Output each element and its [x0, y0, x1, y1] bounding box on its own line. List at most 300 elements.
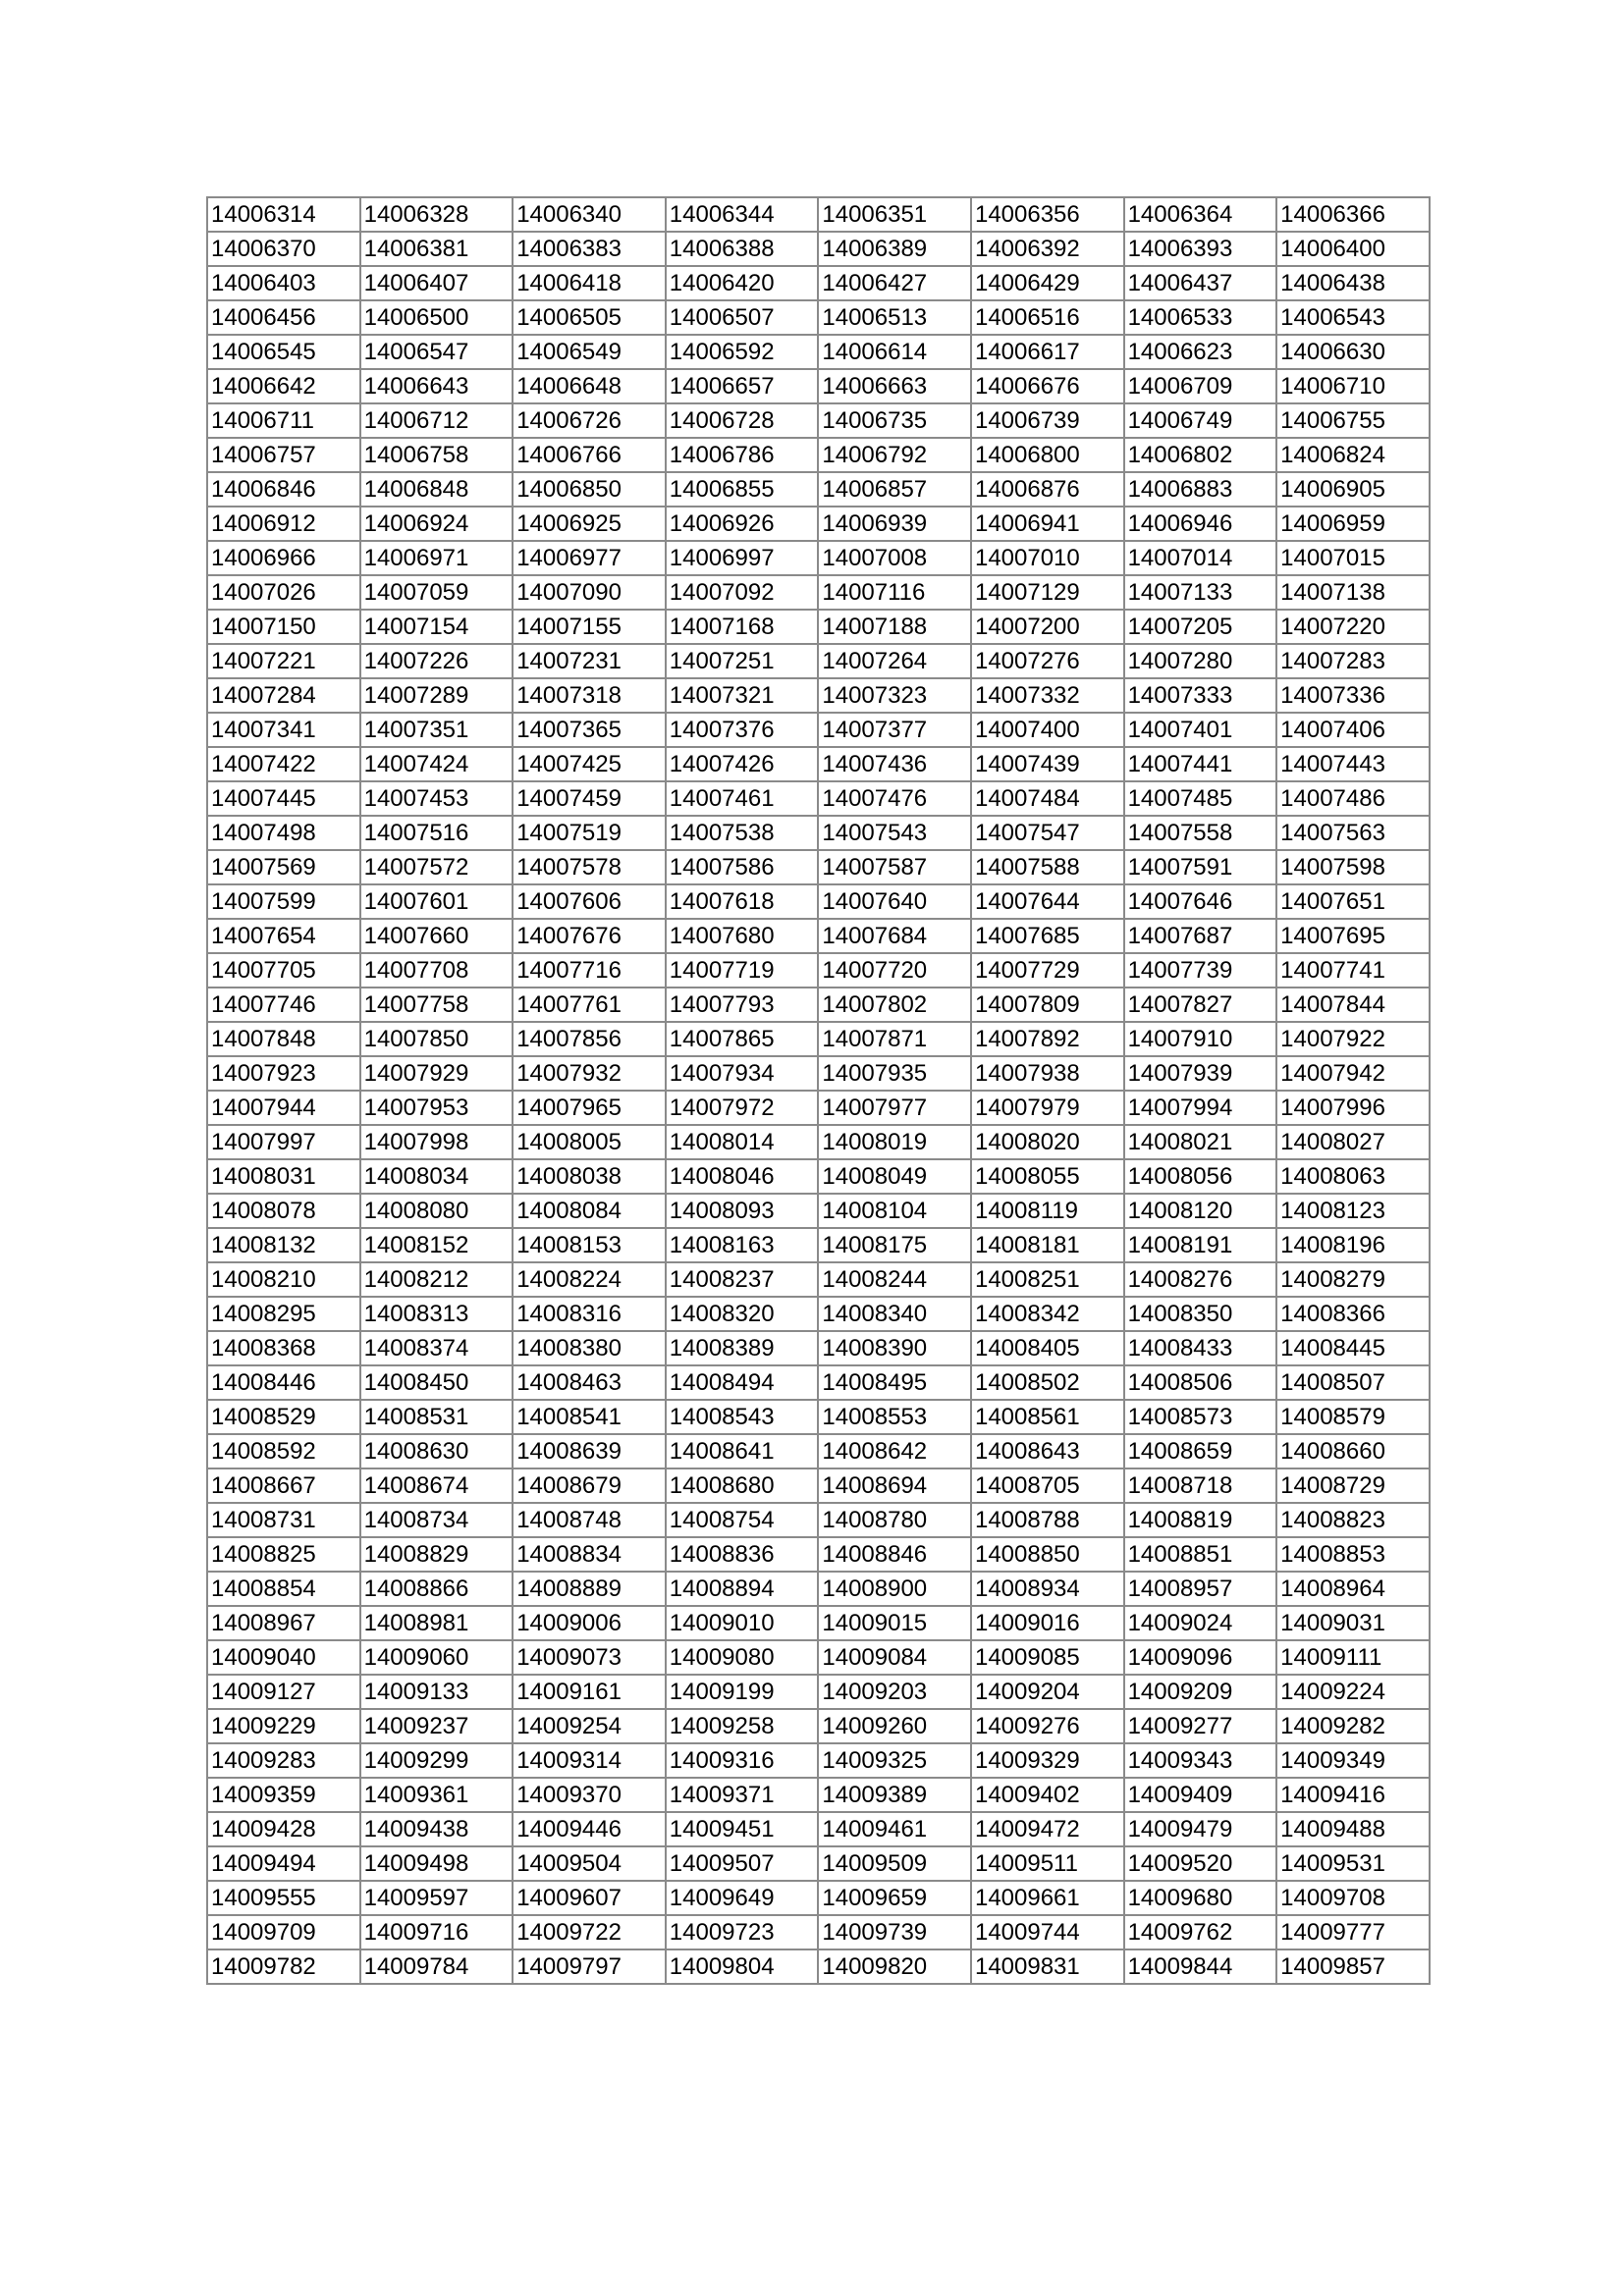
table-cell: 14008224 — [513, 1262, 666, 1297]
table-cell: 14007485 — [1124, 781, 1277, 816]
table-cell: 14007445 — [207, 781, 360, 816]
table-cell: 14008866 — [360, 1572, 514, 1606]
table-cell: 14009316 — [666, 1743, 819, 1778]
table-cell: 14007461 — [666, 781, 819, 816]
table-cell: 14007802 — [818, 988, 971, 1022]
table-cell: 14008642 — [818, 1434, 971, 1468]
table-cell: 14009504 — [513, 1846, 666, 1881]
table-cell: 14008561 — [971, 1400, 1124, 1434]
table-cell: 14007651 — [1276, 884, 1430, 919]
table-cell: 14007865 — [666, 1022, 819, 1056]
table-row — [207, 1331, 1430, 1365]
table-cell: 14008181 — [971, 1228, 1124, 1262]
table-cell: 14009006 — [513, 1606, 666, 1640]
table-row — [207, 541, 1430, 575]
table-cell: 14008579 — [1276, 1400, 1430, 1434]
table-cell: 14006802 — [1124, 438, 1277, 472]
table-cell: 14006946 — [1124, 507, 1277, 541]
table-cell: 14007439 — [971, 747, 1124, 781]
table-cell: 14007401 — [1124, 713, 1277, 747]
table-cell: 14008829 — [360, 1537, 514, 1572]
table-cell: 14007422 — [207, 747, 360, 781]
table-cell: 14007519 — [513, 816, 666, 850]
table-row — [207, 850, 1430, 884]
table-cell: 14009488 — [1276, 1812, 1430, 1846]
table-cell: 14007719 — [666, 953, 819, 988]
table-cell: 14007827 — [1124, 988, 1277, 1022]
table-cell: 14006739 — [971, 403, 1124, 438]
table-cell: 14008316 — [513, 1297, 666, 1331]
table-cell: 14007979 — [971, 1091, 1124, 1125]
table-cell: 14008038 — [513, 1159, 666, 1194]
table-cell: 14007015 — [1276, 541, 1430, 575]
table-cell: 14007188 — [818, 610, 971, 644]
table-cell: 14009277 — [1124, 1709, 1277, 1743]
table-cell: 14009084 — [818, 1640, 971, 1675]
table-row — [207, 884, 1430, 919]
table-cell: 14006549 — [513, 335, 666, 369]
table-cell: 14009204 — [971, 1675, 1124, 1709]
table-cell: 14007090 — [513, 575, 666, 610]
table-row — [207, 610, 1430, 644]
table-cell: 14008005 — [513, 1125, 666, 1159]
table-cell: 14008819 — [1124, 1503, 1277, 1537]
table-cell: 14008674 — [360, 1468, 514, 1503]
table-cell: 14007588 — [971, 850, 1124, 884]
table-body — [207, 197, 1430, 1984]
table-cell: 14007598 — [1276, 850, 1430, 884]
table-row — [207, 1743, 1430, 1778]
table-row — [207, 1640, 1430, 1675]
table-row — [207, 1159, 1430, 1194]
table-cell: 14006800 — [971, 438, 1124, 472]
table-cell: 14008031 — [207, 1159, 360, 1194]
table-cell: 14009127 — [207, 1675, 360, 1709]
table-row — [207, 232, 1430, 266]
table-cell: 14008104 — [818, 1194, 971, 1228]
table-cell: 14007284 — [207, 678, 360, 713]
table-row — [207, 781, 1430, 816]
table-cell: 14006340 — [513, 197, 666, 232]
table-cell: 14008506 — [1124, 1365, 1277, 1400]
table-cell: 14008433 — [1124, 1331, 1277, 1365]
table-cell: 14007486 — [1276, 781, 1430, 816]
table-cell: 14006392 — [971, 232, 1124, 266]
table-cell: 14008981 — [360, 1606, 514, 1640]
table-cell: 14007321 — [666, 678, 819, 713]
table-cell: 14008854 — [207, 1572, 360, 1606]
table-cell: 14009161 — [513, 1675, 666, 1709]
table-cell: 14006997 — [666, 541, 819, 575]
table-row — [207, 919, 1430, 953]
table-cell: 14008734 — [360, 1503, 514, 1537]
table-cell: 14009797 — [513, 1949, 666, 1984]
table-cell: 14008445 — [1276, 1331, 1430, 1365]
table-cell: 14009314 — [513, 1743, 666, 1778]
table-cell: 14008967 — [207, 1606, 360, 1640]
table-cell: 14009409 — [1124, 1778, 1277, 1812]
table-cell: 14009260 — [818, 1709, 971, 1743]
table-cell: 14009111 — [1276, 1640, 1430, 1675]
table-row — [207, 1675, 1430, 1709]
table-cell: 14007436 — [818, 747, 971, 781]
table-cell: 14006971 — [360, 541, 514, 575]
table-cell: 14007996 — [1276, 1091, 1430, 1125]
table-cell: 14008705 — [971, 1468, 1124, 1503]
table-cell: 14006592 — [666, 335, 819, 369]
table-cell: 14007944 — [207, 1091, 360, 1125]
table-cell: 14006328 — [360, 197, 514, 232]
table-cell: 14007892 — [971, 1022, 1124, 1056]
table-cell: 14008374 — [360, 1331, 514, 1365]
table-cell: 14007746 — [207, 988, 360, 1022]
table-cell: 14007809 — [971, 988, 1124, 1022]
table-row — [207, 1537, 1430, 1572]
table-cell: 14009258 — [666, 1709, 819, 1743]
table-row — [207, 1434, 1430, 1468]
table-cell: 14007591 — [1124, 850, 1277, 884]
table-cell: 14006383 — [513, 232, 666, 266]
table-cell: 14006926 — [666, 507, 819, 541]
table-cell: 14006507 — [666, 300, 819, 335]
table-cell: 14006735 — [818, 403, 971, 438]
table-cell: 14007935 — [818, 1056, 971, 1091]
table-cell: 14008055 — [971, 1159, 1124, 1194]
table-cell: 14009073 — [513, 1640, 666, 1675]
table-cell: 14009607 — [513, 1881, 666, 1915]
table-row — [207, 953, 1430, 988]
table-cell: 14009555 — [207, 1881, 360, 1915]
table-row — [207, 472, 1430, 507]
table-cell: 14008389 — [666, 1331, 819, 1365]
table-cell: 14008679 — [513, 1468, 666, 1503]
table-cell: 14009597 — [360, 1881, 514, 1915]
table-cell: 14009451 — [666, 1812, 819, 1846]
table-cell: 14009494 — [207, 1846, 360, 1881]
table-cell: 14009349 — [1276, 1743, 1430, 1778]
table-cell: 14006513 — [818, 300, 971, 335]
table-cell: 14009060 — [360, 1640, 514, 1675]
table-cell: 14006676 — [971, 369, 1124, 403]
table-cell: 14009016 — [971, 1606, 1124, 1640]
table-cell: 14007205 — [1124, 610, 1277, 644]
table-cell: 14007998 — [360, 1125, 514, 1159]
table-row — [207, 713, 1430, 747]
table-cell: 14007365 — [513, 713, 666, 747]
table-cell: 14008934 — [971, 1572, 1124, 1606]
table-row — [207, 747, 1430, 781]
table-cell: 14006364 — [1124, 197, 1277, 232]
table-cell: 14008340 — [818, 1297, 971, 1331]
table-cell: 14006533 — [1124, 300, 1277, 335]
table-cell: 14007459 — [513, 781, 666, 816]
table-cell: 14008643 — [971, 1434, 1124, 1468]
table-cell: 14007547 — [971, 816, 1124, 850]
table-cell: 14008366 — [1276, 1297, 1430, 1331]
table-cell: 14009509 — [818, 1846, 971, 1881]
table-row — [207, 1503, 1430, 1537]
table-row — [207, 1812, 1430, 1846]
table-cell: 14008034 — [360, 1159, 514, 1194]
table-row — [207, 403, 1430, 438]
table-cell: 14007008 — [818, 541, 971, 575]
table-cell: 14008237 — [666, 1262, 819, 1297]
table-cell: 14007014 — [1124, 541, 1277, 575]
table-cell: 14008731 — [207, 1503, 360, 1537]
table-cell: 14008630 — [360, 1434, 514, 1468]
table-cell: 14006824 — [1276, 438, 1430, 472]
table-cell: 14009133 — [360, 1675, 514, 1709]
table-cell: 14006755 — [1276, 403, 1430, 438]
table-cell: 14007942 — [1276, 1056, 1430, 1091]
table-cell: 14006400 — [1276, 232, 1430, 266]
table-row — [207, 507, 1430, 541]
table-cell: 14006438 — [1276, 266, 1430, 300]
table-cell: 14009438 — [360, 1812, 514, 1846]
table-row — [207, 1709, 1430, 1743]
table-cell: 14008659 — [1124, 1434, 1277, 1468]
table-cell: 14007400 — [971, 713, 1124, 747]
table-cell: 14007231 — [513, 644, 666, 678]
table-cell: 14006505 — [513, 300, 666, 335]
table-cell: 14007138 — [1276, 575, 1430, 610]
table-cell: 14008175 — [818, 1228, 971, 1262]
table-cell: 14008313 — [360, 1297, 514, 1331]
table-cell: 14006545 — [207, 335, 360, 369]
table-cell: 14008894 — [666, 1572, 819, 1606]
table-cell: 14008502 — [971, 1365, 1124, 1400]
table-cell: 14007618 — [666, 884, 819, 919]
table-cell: 14009722 — [513, 1915, 666, 1949]
table-cell: 14007516 — [360, 816, 514, 850]
table-cell: 14008196 — [1276, 1228, 1430, 1262]
table-cell: 14007695 — [1276, 919, 1430, 953]
table-cell: 14009820 — [818, 1949, 971, 1984]
table-cell: 14008573 — [1124, 1400, 1277, 1434]
table-cell: 14009416 — [1276, 1778, 1430, 1812]
table-cell: 14007283 — [1276, 644, 1430, 678]
table-cell: 14007848 — [207, 1022, 360, 1056]
table-cell: 14006500 — [360, 300, 514, 335]
table-cell: 14008049 — [818, 1159, 971, 1194]
table-cell: 14009507 — [666, 1846, 819, 1881]
table-cell: 14008788 — [971, 1503, 1124, 1537]
table-cell: 14006351 — [818, 197, 971, 232]
table-cell: 14008212 — [360, 1262, 514, 1297]
table-cell: 14009659 — [818, 1881, 971, 1915]
table-cell: 14006855 — [666, 472, 819, 507]
table-cell: 14009229 — [207, 1709, 360, 1743]
table-cell: 14009680 — [1124, 1881, 1277, 1915]
table-cell: 14009479 — [1124, 1812, 1277, 1846]
table-cell: 14007965 — [513, 1091, 666, 1125]
table-cell: 14009446 — [513, 1812, 666, 1846]
table-cell: 14008405 — [971, 1331, 1124, 1365]
table-cell: 14007323 — [818, 678, 971, 713]
table-cell: 14007871 — [818, 1022, 971, 1056]
table-cell: 14008553 — [818, 1400, 971, 1434]
table-row — [207, 1468, 1430, 1503]
table-cell: 14006403 — [207, 266, 360, 300]
table-row — [207, 575, 1430, 610]
table-cell: 14006711 — [207, 403, 360, 438]
table-cell: 14008592 — [207, 1434, 360, 1468]
table-cell: 14008834 — [513, 1537, 666, 1572]
table-cell: 14006966 — [207, 541, 360, 575]
table-cell: 14009031 — [1276, 1606, 1430, 1640]
table-row — [207, 678, 1430, 713]
table-cell: 14009511 — [971, 1846, 1124, 1881]
table-cell: 14007586 — [666, 850, 819, 884]
table-cell: 14008450 — [360, 1365, 514, 1400]
table-cell: 14006792 — [818, 438, 971, 472]
table-cell: 14009276 — [971, 1709, 1124, 1743]
table-cell: 14008390 — [818, 1331, 971, 1365]
table-cell: 14006857 — [818, 472, 971, 507]
table-cell: 14006728 — [666, 403, 819, 438]
table-cell: 14007129 — [971, 575, 1124, 610]
table-row — [207, 1572, 1430, 1606]
table-cell: 14007406 — [1276, 713, 1430, 747]
table-cell: 14006393 — [1124, 232, 1277, 266]
table-cell: 14006623 — [1124, 335, 1277, 369]
table-cell: 14008641 — [666, 1434, 819, 1468]
table-cell: 14007333 — [1124, 678, 1277, 713]
table-cell: 14007289 — [360, 678, 514, 713]
table-cell: 14007476 — [818, 781, 971, 816]
table-cell: 14007251 — [666, 644, 819, 678]
table-cell: 14008342 — [971, 1297, 1124, 1331]
table-cell: 14009199 — [666, 1675, 819, 1709]
table-cell: 14007994 — [1124, 1091, 1277, 1125]
table-cell: 14007116 — [818, 575, 971, 610]
table-row — [207, 438, 1430, 472]
table-cell: 14007856 — [513, 1022, 666, 1056]
table-cell: 14007687 — [1124, 919, 1277, 953]
table-cell: 14008380 — [513, 1331, 666, 1365]
table-cell: 14008132 — [207, 1228, 360, 1262]
table-cell: 14008019 — [818, 1125, 971, 1159]
table-cell: 14007680 — [666, 919, 819, 953]
table-cell: 14007758 — [360, 988, 514, 1022]
table-row — [207, 1846, 1430, 1881]
table-cell: 14007572 — [360, 850, 514, 884]
table-cell: 14009531 — [1276, 1846, 1430, 1881]
table-cell: 14007336 — [1276, 678, 1430, 713]
table-row — [207, 1606, 1430, 1640]
table-cell: 14008463 — [513, 1365, 666, 1400]
table-cell: 14009237 — [360, 1709, 514, 1743]
table-cell: 14007059 — [360, 575, 514, 610]
table-cell: 14006543 — [1276, 300, 1430, 335]
table-cell: 14009716 — [360, 1915, 514, 1949]
table-cell: 14007341 — [207, 713, 360, 747]
table-cell: 14007155 — [513, 610, 666, 644]
table-row — [207, 1365, 1430, 1400]
table-cell: 14007424 — [360, 747, 514, 781]
table-cell: 14009520 — [1124, 1846, 1277, 1881]
table-cell: 14008120 — [1124, 1194, 1277, 1228]
table-cell: 14008718 — [1124, 1468, 1277, 1503]
table-cell: 14007092 — [666, 575, 819, 610]
table-cell: 14007606 — [513, 884, 666, 919]
table-cell: 14009254 — [513, 1709, 666, 1743]
table-cell: 14008507 — [1276, 1365, 1430, 1400]
table-cell: 14007644 — [971, 884, 1124, 919]
table-cell: 14006663 — [818, 369, 971, 403]
table-cell: 14007538 — [666, 816, 819, 850]
table-cell: 14007684 — [818, 919, 971, 953]
table-cell: 14006381 — [360, 232, 514, 266]
table-cell: 14006848 — [360, 472, 514, 507]
table-cell: 14007646 — [1124, 884, 1277, 919]
table-cell: 14008446 — [207, 1365, 360, 1400]
table-cell: 14006516 — [971, 300, 1124, 335]
table-cell: 14006642 — [207, 369, 360, 403]
table-cell: 14007377 — [818, 713, 971, 747]
table-cell: 14008279 — [1276, 1262, 1430, 1297]
table-cell: 14008093 — [666, 1194, 819, 1228]
table-cell: 14009224 — [1276, 1675, 1430, 1709]
table-cell: 14009708 — [1276, 1881, 1430, 1915]
table-cell: 14007934 — [666, 1056, 819, 1091]
table-row — [207, 1778, 1430, 1812]
table-cell: 14009777 — [1276, 1915, 1430, 1949]
table-cell: 14008667 — [207, 1468, 360, 1503]
number-table — [206, 196, 1431, 1985]
table-cell: 14006709 — [1124, 369, 1277, 403]
table-cell: 14008063 — [1276, 1159, 1430, 1194]
table-cell: 14007708 — [360, 953, 514, 988]
table-cell: 14007741 — [1276, 953, 1430, 988]
table-row — [207, 1194, 1430, 1228]
table-cell: 14006846 — [207, 472, 360, 507]
table-row — [207, 1262, 1430, 1297]
table-cell: 14006757 — [207, 438, 360, 472]
table-cell: 14007844 — [1276, 988, 1430, 1022]
table-cell: 14006912 — [207, 507, 360, 541]
table-cell: 14007720 — [818, 953, 971, 988]
table-cell: 14006389 — [818, 232, 971, 266]
table-cell: 14008853 — [1276, 1537, 1430, 1572]
table-row — [207, 1915, 1430, 1949]
table-row — [207, 300, 1430, 335]
table-cell: 14009010 — [666, 1606, 819, 1640]
table-cell: 14008295 — [207, 1297, 360, 1331]
table-cell: 14009040 — [207, 1640, 360, 1675]
table-cell: 14008754 — [666, 1503, 819, 1537]
table-cell: 14006657 — [666, 369, 819, 403]
table-cell: 14009784 — [360, 1949, 514, 1984]
table-cell: 14007453 — [360, 781, 514, 816]
table-cell: 14009723 — [666, 1915, 819, 1949]
table-cell: 14009782 — [207, 1949, 360, 1984]
table-cell: 14006850 — [513, 472, 666, 507]
table-cell: 14008494 — [666, 1365, 819, 1400]
table-cell: 14008825 — [207, 1537, 360, 1572]
table-cell: 14007761 — [513, 988, 666, 1022]
table-cell: 14007010 — [971, 541, 1124, 575]
table-row — [207, 1228, 1430, 1262]
table-cell: 14007716 — [513, 953, 666, 988]
table-cell: 14009844 — [1124, 1949, 1277, 1984]
table-row — [207, 1056, 1430, 1091]
table-cell: 14009024 — [1124, 1606, 1277, 1640]
table-cell: 14008639 — [513, 1434, 666, 1468]
table-cell: 14009461 — [818, 1812, 971, 1846]
table-cell: 14009709 — [207, 1915, 360, 1949]
table-row — [207, 1297, 1430, 1331]
